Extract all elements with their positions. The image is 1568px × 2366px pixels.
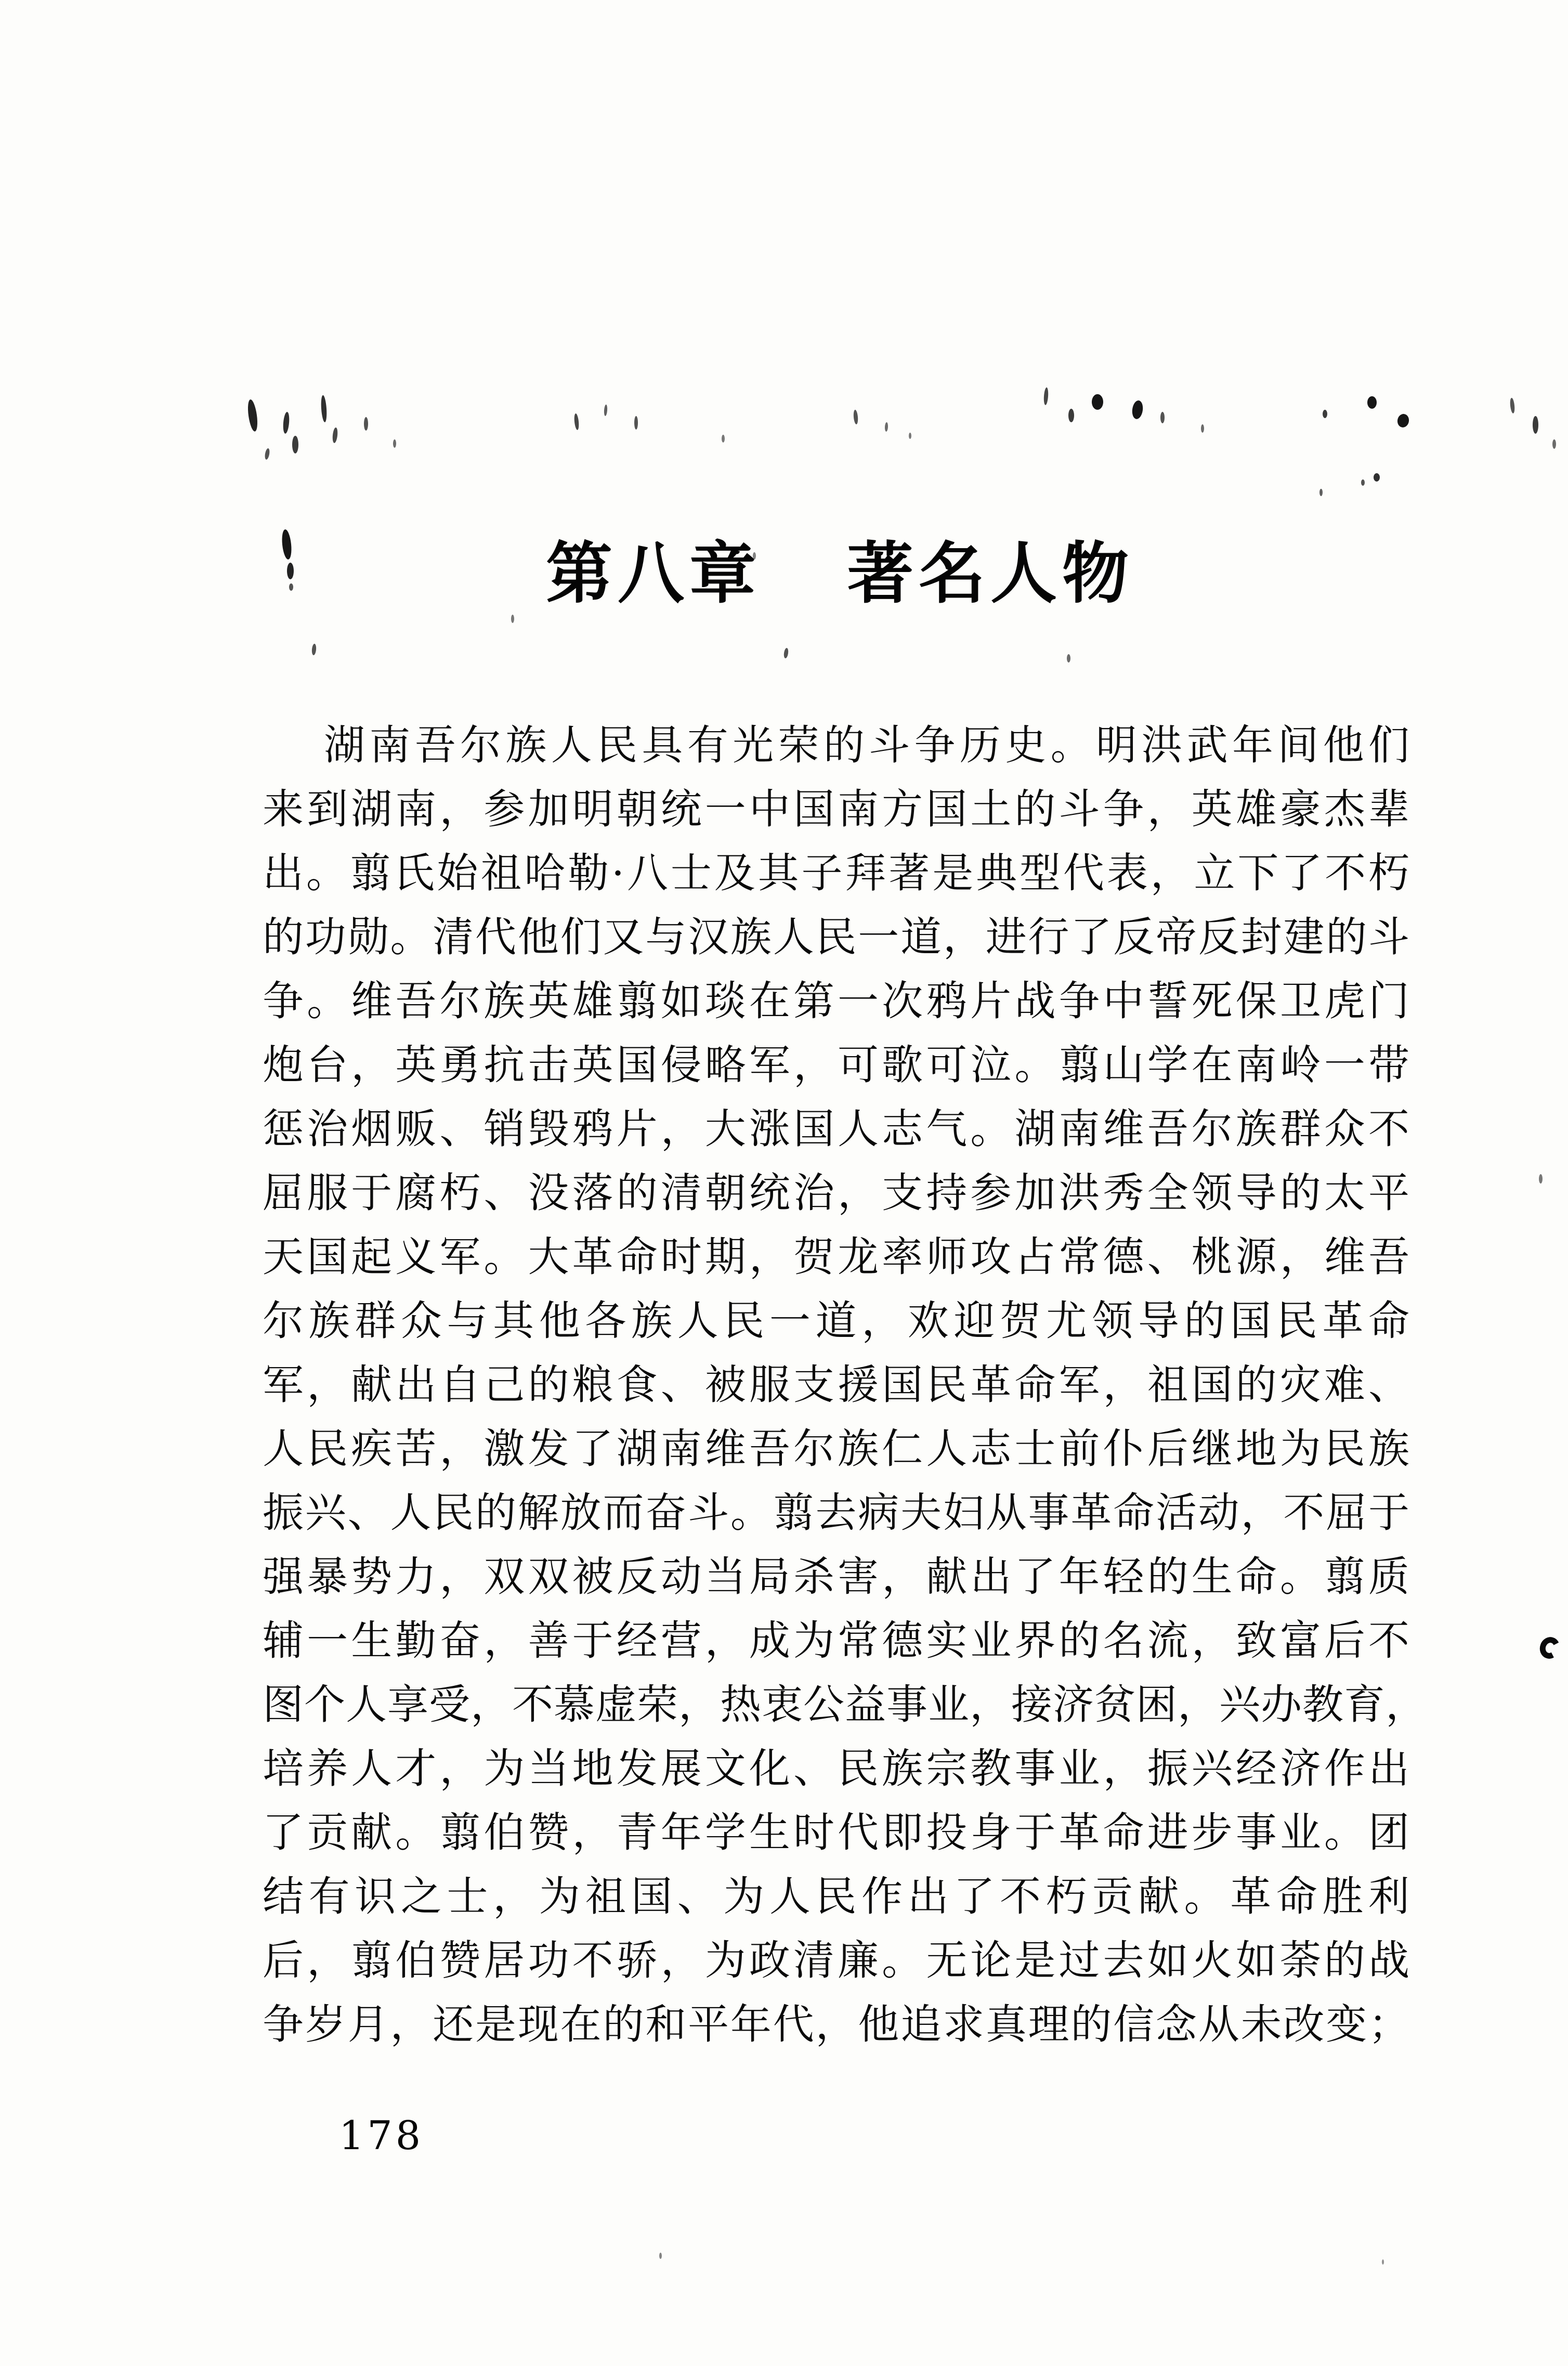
body-line: 军，献出自己的粮食、被服支援国民革命军，祖国的灾难、 <box>263 1361 1410 1409</box>
body-line: 强暴势力，双双被反动当局杀害，献出了年轻的生命。翦质 <box>263 1553 1410 1601</box>
scan-speck <box>332 427 338 444</box>
scan-speck <box>1509 398 1515 414</box>
scan-speck <box>885 422 888 432</box>
body-line: 辅一生勤奋，善于经营，成为常德实业界的名流，致富后不 <box>263 1617 1410 1665</box>
body-line: 尔族群众与其他各族人民一道，欢迎贺尤领导的国民革命 <box>263 1297 1410 1345</box>
scan-speck <box>1068 409 1074 422</box>
scan-speck <box>311 644 317 656</box>
scan-speck <box>1323 410 1327 418</box>
scan-speck <box>1382 2259 1384 2265</box>
scan-speck <box>1319 489 1323 496</box>
body-line: 培养人才，为当地发展文化、民族宗教事业，振兴经济作出 <box>263 1745 1410 1792</box>
scan-speck <box>659 2253 662 2259</box>
body-line: 争岁月，还是现在的和平年代，他追求真理的信念从未改变； <box>263 2000 1410 2048</box>
body-line: 屈服于腐朽、没落的清朝统治，支持参加洪秀全领导的太平 <box>263 1169 1410 1217</box>
scan-speck <box>1201 424 1204 433</box>
chapter-name: 著名人物 <box>847 535 1134 613</box>
body-line: 结有识之士，为祖国、为人民作出了不朽贡献。革命胜利 <box>263 1873 1410 1920</box>
body-line: 人民疾苦，激发了湖南维吾尔族仁人志士前仆后继地为民族 <box>263 1425 1410 1473</box>
scan-speck <box>282 412 290 434</box>
scan-speck <box>281 529 293 560</box>
body-line: 出。翦氏始祖哈勒·八士及其子拜著是典型代表，立下了不朽 <box>263 849 1410 897</box>
scan-speck <box>364 417 368 431</box>
body-line: 炮台，英勇抗击英国侵略军，可歌可泣。翦山学在南岭一带 <box>263 1041 1410 1089</box>
scan-speck <box>1396 413 1410 428</box>
scan-speck <box>1067 654 1070 662</box>
page-number: 178 <box>339 2112 424 2159</box>
scan-speck <box>1374 473 1380 482</box>
body-line: 天国起义军。大革命时期，贺龙率师攻占常德、桃源，维吾 <box>263 1233 1410 1281</box>
body-line: 的功勋。清代他们又与汉族人民一道，进行了反帝反封建的斗 <box>263 913 1410 961</box>
body-line: 来到湖南，参加明朝统一中国南方国土的斗争，英雄豪杰辈 <box>263 785 1410 833</box>
scan-speck <box>287 563 294 579</box>
chapter-title <box>546 520 1134 616</box>
body-text <box>263 713 1427 2057</box>
scan-speck <box>511 615 514 623</box>
scan-speck <box>1367 396 1377 409</box>
body-line: 图个人享受，不慕虚荣，热衷公益事业，接济贫困，兴办教育， <box>263 1681 1427 1728</box>
chapter-number: 第八章 <box>546 535 762 613</box>
scan-speck <box>393 439 396 448</box>
scan-speck <box>1539 1174 1543 1184</box>
scan-speck <box>1043 387 1049 405</box>
scan-speck <box>1533 416 1538 434</box>
scan-speck <box>1552 439 1556 449</box>
ink-blot <box>1537 1634 1562 1661</box>
body-line: 了贡献。翦伯赞，青年学生时代即投身于革命进步事业。团 <box>263 1809 1410 1856</box>
scan-speck <box>264 448 270 460</box>
scan-speck <box>783 648 789 659</box>
body-line: 惩治烟贩、销毁鸦片，大涨国人志气。湖南维吾尔族群众不 <box>263 1105 1410 1153</box>
scan-speck <box>853 410 858 425</box>
scan-speck <box>604 405 608 416</box>
scan-speck <box>634 416 638 430</box>
scan-speck <box>722 435 725 443</box>
scan-speck <box>1160 412 1165 423</box>
scan-speck <box>1092 394 1103 410</box>
body-line: 后，翦伯赞居功不骄，为政清廉。无论是过去如火如荼的战 <box>263 1936 1410 1984</box>
body-line: 争。维吾尔族英雄翦如琰在第一次鸦片战争中誓死保卫虎门 <box>263 977 1410 1025</box>
scan-speck <box>573 413 579 431</box>
body-line: 振兴、人民的解放而奋斗。翦去病夫妇从事革命活动，不屈于 <box>263 1489 1410 1537</box>
scan-speck <box>1361 479 1365 486</box>
body-line: 湖南吾尔族人民具有光荣的斗争历史。明洪武年间他们 <box>324 721 1410 769</box>
scan-speck <box>289 583 293 591</box>
scan-speck <box>246 399 259 432</box>
scan-speck <box>292 436 298 453</box>
scan-speck <box>320 395 328 423</box>
scan-speck <box>909 433 911 439</box>
scan-speck <box>1131 400 1144 420</box>
